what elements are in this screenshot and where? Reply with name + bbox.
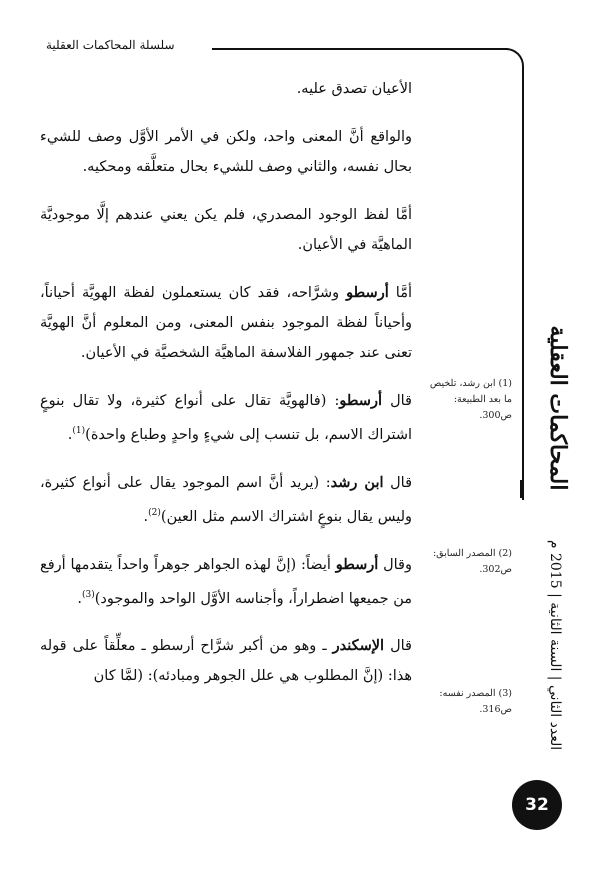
paragraph-5: [40, 386, 412, 450]
paragraph-4: [40, 278, 412, 368]
name-ibn-rushd: ابن رشد: [330, 473, 384, 491]
issue-strip: [540, 520, 570, 770]
paragraph-5-end: .: [67, 426, 73, 443]
running-title: سلسلة المحاكمات العقلية: [46, 38, 175, 52]
paragraph-5-lead: قال: [381, 393, 412, 409]
paragraph-1-text: الأعيان تصدق عليه.: [296, 81, 412, 97]
paragraph-6-lead: قال: [383, 474, 412, 491]
journal-logo: [538, 320, 578, 496]
paragraph-3: [40, 200, 412, 260]
issue-line: العدد الثاني | السنة الثانية | 2015 م: [547, 539, 563, 751]
paragraph-7-end: .: [77, 590, 82, 607]
paragraph-8-text: ـ وهو من أكبر شرَّاح أرسطو ـ معلِّقاً على قوله هذا: (إنَّ المطلوب هي علل الجوهر ومبادئه): (لمَّا كان: [40, 638, 412, 685]
paragraph-8-lead: قال: [384, 638, 412, 655]
footnote-2: (2) المصدر السابق: ص302.: [432, 548, 512, 575]
footnote-ref-2[interactable]: (2): [148, 507, 161, 518]
paragraph-2-text: والواقع أنَّ المعنى واحد، ولكن في الأمر الأوَّل وصف للشيء بحال نفسه، والثاني وصف للشيء بحال متعلَّقه ومحكيه.: [40, 129, 412, 175]
name-aristotle: أرسطو: [335, 555, 379, 573]
footnote-ref-3[interactable]: (3): [82, 589, 95, 600]
name-alexander: الإسكندر: [332, 637, 385, 655]
paragraph-1: [40, 74, 412, 104]
paragraph-5-text: : (فالهويَّة تقال على أنواع كثيرة، ولا تقال بنوعٍ اشتراك الاسم، بل تنسب إلى شيءٍ واحدٍ وطباع واحدة): [40, 393, 412, 443]
paragraph-4-text: وشرَّاحه، فقد كان يستعملون لفظة الهويَّة أحياناً، وأحياناً لفظة الموجود بنفس المعنى، ومن المعلوم أنَّ الهويَّة تعنى عند جمهور الفلاسفة الماهيَّة الشخصيَّة في الأعيان.: [40, 285, 412, 361]
name-aristotle: أرسطو: [339, 392, 382, 409]
footnote-3: (3) المصدر نفسه: ص316.: [439, 688, 512, 715]
paragraph-7-text: أيضاً: (إنَّ لهذه الجواهر جوهراً واحداً يتقدمها أرفع من جميعها اضطراراً، وأجناسه الأوَّل الواحد والموجود): [40, 556, 412, 607]
paragraph-2: [40, 122, 412, 182]
body-text: [40, 74, 412, 709]
page-number: 32: [512, 780, 562, 830]
paragraph-7-lead: وقال: [378, 556, 412, 573]
name-aristotle: أرسطو: [346, 284, 389, 301]
footnote-1: (1) ابن رشد، تلخيص ما بعد الطبيعة: ص300.: [429, 378, 512, 421]
journal-logo-text: المحاكمات العقلية: [545, 325, 571, 491]
paragraph-4-lead: أمَّا: [388, 285, 412, 301]
paragraph-7: [40, 550, 412, 614]
paragraph-6-text: : (يريد أنَّ اسم الموجود يقال على أنواع كثيرة، وليس يقال بنوعٍ اشتراك الاسم مثل العين): [40, 474, 412, 525]
frame-edge: [520, 480, 522, 498]
paragraph-6-end: .: [143, 508, 149, 525]
paragraph-8: [40, 631, 412, 691]
footnote-ref-1[interactable]: (1): [72, 426, 86, 436]
paragraph-3-text: أمَّا لفظ الوجود المصدري، فلم يكن يعني عندهم إلَّا موجوديَّة الماهيَّة في الأعيان.: [40, 207, 412, 253]
paragraph-6: [40, 468, 412, 532]
